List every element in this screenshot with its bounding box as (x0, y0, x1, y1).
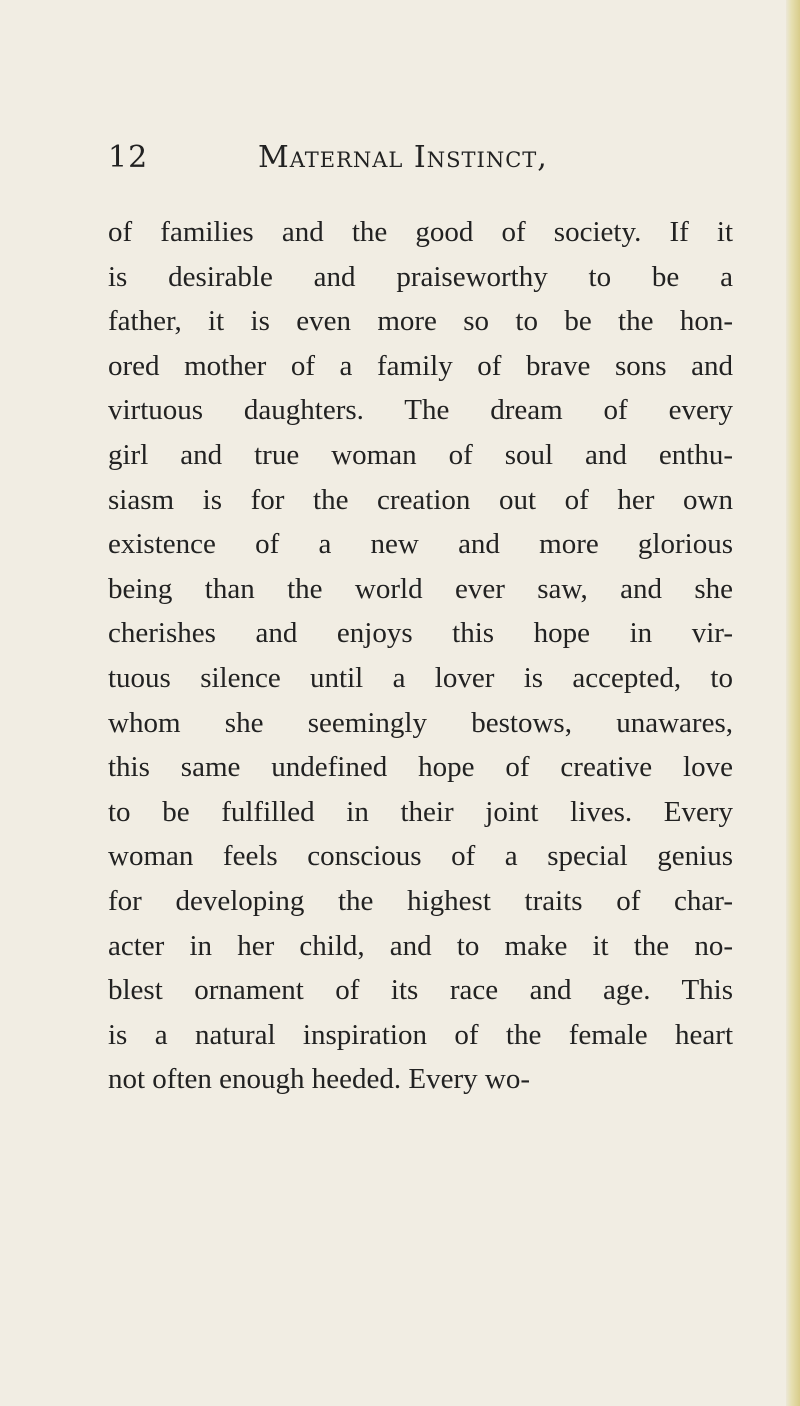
page-header (108, 140, 708, 184)
text-line: not often enough heeded. Every wo- (108, 1063, 530, 1096)
text-line: cherishes and enjoys this hope in vir- (108, 617, 733, 650)
text-line: father, it is even more so to be the hon- (108, 305, 733, 338)
body-text (108, 210, 733, 1102)
text-line: this same undefined hope of creative love (108, 751, 733, 784)
text-line: is desirable and praiseworthy to be a (108, 260, 733, 293)
text-line: blest ornament of its race and age. This (108, 974, 733, 1007)
page-number: 12 (108, 140, 149, 175)
text-line: tuous silence until a lover is accepted, to (108, 661, 733, 694)
text-line: for developing the highest traits of char- (108, 884, 733, 917)
text-line: being than the world ever saw, and she (108, 572, 733, 605)
page-edge (786, 0, 800, 1406)
text-line: girl and true woman of soul and enthu- (108, 438, 733, 471)
text-line: virtuous daughters. The dream of every (108, 394, 733, 427)
running-head: Maternal Instinct, (258, 140, 548, 175)
text-line: ored mother of a family of brave sons and (108, 349, 733, 382)
text-line: of families and the good of society. If it (108, 216, 733, 248)
text-line: to be fulfilled in their joint lives. Every (108, 795, 733, 828)
text-line: whom she seemingly bestows, unawares, (108, 706, 733, 739)
text-line: siasm is for the creation out of her own (108, 483, 733, 516)
text-line: existence of a new and more glorious (108, 528, 733, 561)
text-line: is a natural inspiration of the female heart (108, 1018, 733, 1051)
text-line: acter in her child, and to make it the no- (108, 929, 733, 962)
text-line: woman feels conscious of a special genius (108, 840, 733, 873)
